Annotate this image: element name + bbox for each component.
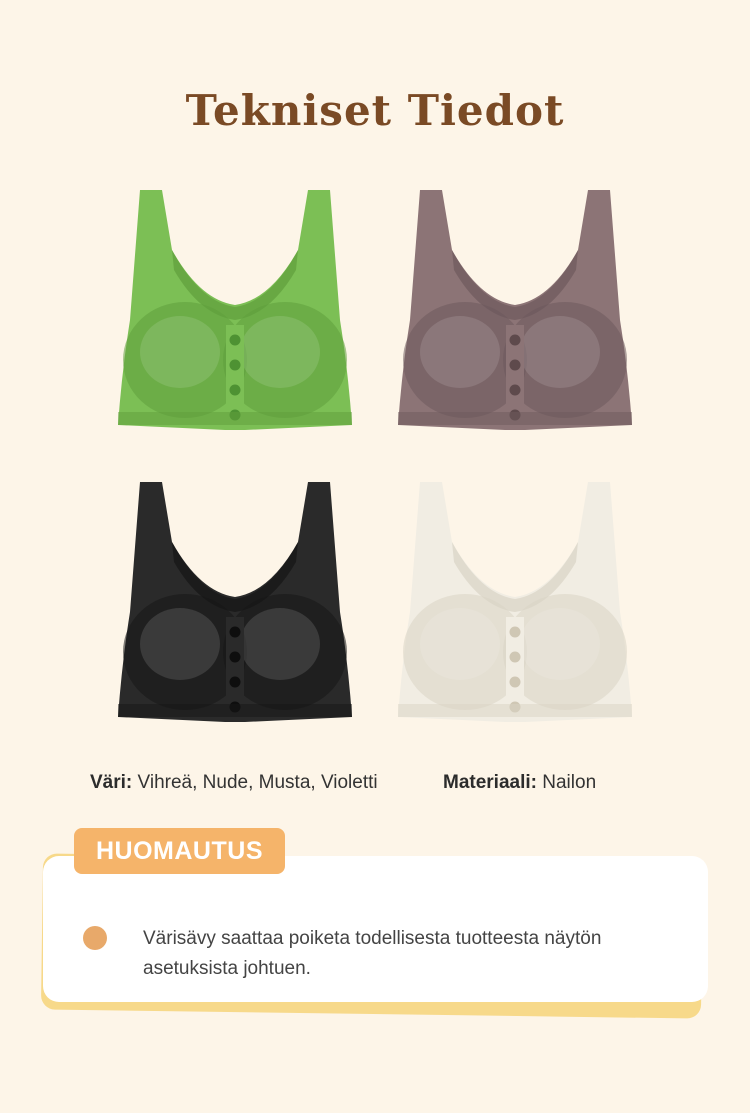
product-image-ivory	[380, 472, 650, 732]
spec-color-value: Vihreä, Nude, Musta, Violetti	[137, 772, 378, 793]
right-cup-highlight	[520, 608, 600, 680]
snap-button	[510, 335, 521, 346]
product-image-black	[100, 472, 370, 732]
snap-button	[230, 335, 241, 346]
snap-button	[230, 360, 241, 371]
bra-illustration	[100, 472, 370, 732]
note-card	[43, 856, 708, 1002]
note-text: Värisävy saattaa poiketa todellisesta tuotteesta näytön asetuksista johtuen.	[143, 928, 602, 979]
snap-button	[510, 627, 521, 638]
snap-button	[230, 385, 241, 396]
spec-color-label: Väri:	[90, 772, 133, 793]
product-image-green	[100, 180, 370, 440]
note-box	[38, 828, 718, 1018]
bra-hem	[118, 412, 352, 425]
bra-hem	[118, 704, 352, 717]
snap-button	[230, 652, 241, 663]
product-image-nude	[380, 180, 650, 440]
left-cup-highlight	[140, 316, 220, 388]
bra-illustration	[380, 180, 650, 440]
right-cup-highlight	[240, 316, 320, 388]
note-badge: HUOMAUTUS	[74, 828, 285, 874]
right-cup-highlight	[520, 316, 600, 388]
bullet-dot-icon	[83, 926, 107, 950]
page-title: Tekniset Tiedot	[185, 86, 565, 135]
bra-illustration	[100, 180, 370, 440]
spec-material-label: Materiaali:	[443, 772, 537, 793]
bra-hem	[398, 704, 632, 717]
snap-button	[510, 385, 521, 396]
spec-material	[443, 772, 596, 794]
snap-button	[510, 677, 521, 688]
spec-color	[90, 772, 378, 794]
left-cup-highlight	[420, 316, 500, 388]
spec-material-value: Nailon	[542, 772, 597, 793]
left-cup-highlight	[140, 608, 220, 680]
bra-hem	[398, 412, 632, 425]
snap-button	[230, 677, 241, 688]
snap-button	[510, 360, 521, 371]
snap-button	[510, 652, 521, 663]
left-cup-highlight	[420, 608, 500, 680]
bra-illustration	[380, 472, 650, 732]
snap-button	[230, 627, 241, 638]
right-cup-highlight	[240, 608, 320, 680]
